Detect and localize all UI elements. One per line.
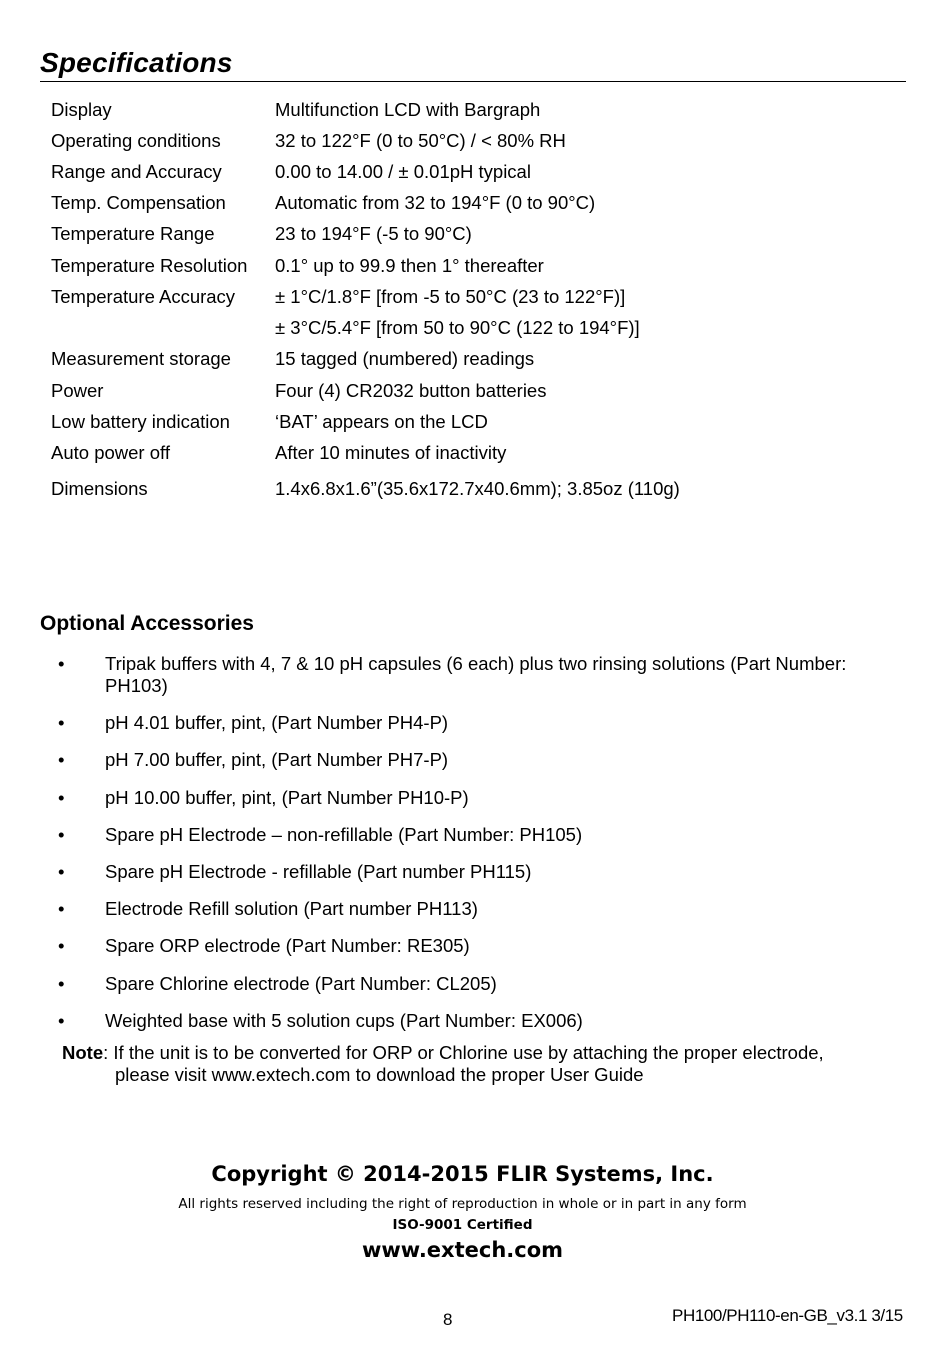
bullet-icon: • bbox=[58, 653, 65, 674]
accessories-heading: Optional Accessories bbox=[40, 612, 254, 635]
spec-label: Operating conditions bbox=[51, 130, 221, 151]
spec-value: 0.1° up to 99.9 then 1° thereafter bbox=[275, 255, 544, 276]
spec-label: Temperature Accuracy bbox=[51, 286, 236, 307]
spec-row bbox=[51, 222, 911, 246]
bullet-icon: • bbox=[58, 1010, 65, 1031]
spec-row bbox=[51, 410, 911, 434]
spec-value: ‘BAT’ appears on the LCD bbox=[275, 411, 488, 432]
accessory-text: pH 4.01 buffer, pint, (Part Number PH4-P) bbox=[105, 712, 449, 733]
page-number: 8 bbox=[443, 1310, 453, 1329]
spec-row bbox=[51, 191, 911, 215]
accessory-text: Electrode Refill solution (Part number PH113) bbox=[105, 898, 478, 919]
spec-label: Temperature Resolution bbox=[51, 255, 248, 276]
iso-certification: ISO-9001 Certified bbox=[392, 1217, 533, 1233]
accessory-text: Spare Chlorine electrode (Part Number: CL205) bbox=[105, 973, 497, 994]
accessory-text: Spare pH Electrode - refillable (Part number PH115) bbox=[105, 861, 532, 882]
bullet-icon: • bbox=[58, 749, 65, 770]
spec-value: ± 3°C/5.4°F [from 50 to 90°C (122 to 194°F)] bbox=[275, 317, 640, 338]
spec-label: Temperature Range bbox=[51, 223, 215, 244]
bullet-icon: • bbox=[58, 712, 65, 733]
title-underline bbox=[40, 81, 906, 82]
spec-row bbox=[51, 477, 911, 501]
accessory-text: Tripak buffers with 4, 7 & 10 pH capsules (6 each) plus two rinsing solutions (Part Number: PH103) bbox=[105, 653, 847, 696]
bullet-icon: • bbox=[58, 861, 65, 882]
spec-row bbox=[51, 254, 911, 278]
spec-value: 23 to 194°F (-5 to 90°C) bbox=[275, 223, 472, 244]
spec-label: Power bbox=[51, 380, 104, 401]
bullet-icon: • bbox=[58, 935, 65, 956]
spec-row bbox=[51, 441, 911, 465]
bullet-icon: • bbox=[58, 973, 65, 994]
spec-value: Four (4) CR2032 button batteries bbox=[275, 380, 547, 401]
spec-row bbox=[51, 285, 911, 309]
spec-value: ± 1°C/1.8°F [from -5 to 50°C (23 to 122°F)] bbox=[275, 286, 626, 307]
bullet-icon: • bbox=[58, 898, 65, 919]
spec-value: Multifunction LCD with Bargraph bbox=[275, 99, 541, 120]
spec-value: 32 to 122°F (0 to 50°C) / < 80% RH bbox=[275, 130, 566, 151]
spec-value: 15 tagged (numbered) readings bbox=[275, 348, 535, 369]
spec-row bbox=[51, 98, 911, 122]
accessory-text: pH 7.00 buffer, pint, (Part Number PH7-P) bbox=[105, 749, 449, 770]
note-paragraph bbox=[62, 1042, 882, 1085]
copyright-notice: Copyright © 2014-2015 FLIR Systems, Inc. bbox=[211, 1162, 714, 1186]
accessory-text: Spare pH Electrode – non-refillable (Part Number: PH105) bbox=[105, 824, 583, 845]
rights-statement: All rights reserved including the right of reproduction in whole or in part in any form bbox=[178, 1196, 747, 1212]
spec-row bbox=[51, 316, 911, 340]
spec-value: 0.00 to 14.00 / ± 0.01pH typical bbox=[275, 161, 531, 182]
spec-value: After 10 minutes of inactivity bbox=[275, 442, 507, 463]
note-text-line-2: please visit www.extech.com to download the proper User Guide bbox=[115, 1064, 644, 1085]
specifications-title: Specifications bbox=[40, 47, 233, 78]
note-text-line-1: : If the unit is to be converted for ORP or Chlorine use by attaching the proper electrode, bbox=[103, 1042, 824, 1063]
spec-label: Dimensions bbox=[51, 478, 148, 499]
spec-label: Low battery indication bbox=[51, 411, 230, 432]
spec-label: Temp. Compensation bbox=[51, 192, 226, 213]
spec-label: Range and Accuracy bbox=[51, 161, 222, 182]
accessory-text: Weighted base with 5 solution cups (Part Number: EX006) bbox=[105, 1010, 583, 1031]
spec-label: Display bbox=[51, 99, 112, 120]
accessory-text: pH 10.00 buffer, pint, (Part Number PH10-P) bbox=[105, 787, 469, 808]
spec-label: Auto power off bbox=[51, 442, 170, 463]
spec-row bbox=[51, 379, 911, 403]
accessory-text: Spare ORP electrode (Part Number: RE305) bbox=[105, 935, 470, 956]
spec-row bbox=[51, 160, 911, 184]
bullet-icon: • bbox=[58, 787, 65, 808]
spec-row bbox=[51, 129, 911, 153]
bullet-icon: • bbox=[58, 824, 65, 845]
spec-row bbox=[51, 347, 911, 371]
spec-label: Measurement storage bbox=[51, 348, 231, 369]
note-label: Note bbox=[62, 1042, 104, 1063]
website-link[interactable]: www.extech.com bbox=[361, 1238, 564, 1262]
document-code: PH100/PH110-en-GB_v3.1 3/15 bbox=[672, 1306, 903, 1325]
spec-value: Automatic from 32 to 194°F (0 to 90°C) bbox=[275, 192, 596, 213]
spec-value: 1.4x6.8x1.6”(35.6x172.7x40.6mm); 3.85oz (110g) bbox=[275, 478, 680, 499]
